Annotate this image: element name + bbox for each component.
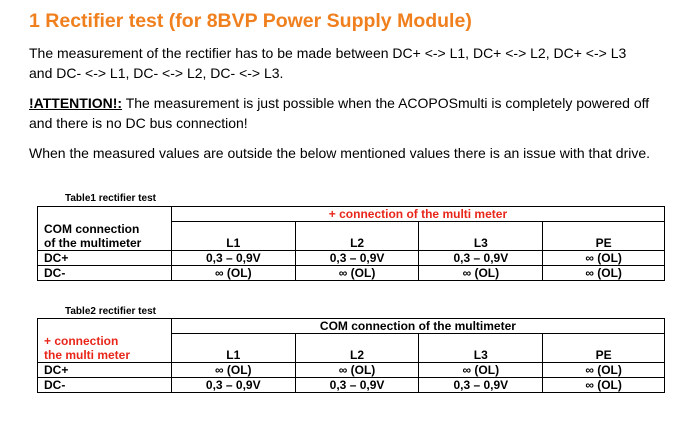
table2-corner-line-1: + connection [38, 334, 172, 349]
table1-row-dcplus-label: DC+ [38, 251, 172, 266]
table2-col-l1: L1 [171, 348, 295, 363]
table1-row-dcminus-label: DC- [38, 266, 172, 281]
table2-header-row-a [38, 334, 665, 349]
attention-paragraph [29, 93, 649, 133]
table1-cell: ∞ (OL) [171, 266, 295, 281]
rectifier-table-2 [37, 318, 665, 393]
table1-corner-line-1: COM connection [38, 222, 172, 237]
table1-col-l1: L1 [171, 236, 295, 251]
table1-cell: ∞ (OL) [295, 266, 419, 281]
table1-group-row [38, 207, 665, 222]
table2-corner-blank [38, 319, 172, 334]
table1-cell: 0,3 – 0,9V [171, 251, 295, 266]
measurement-paragraph [29, 43, 626, 83]
table2-corner-line-2: the multi meter [38, 348, 172, 363]
page-title: 1 Rectifier test (for 8BVP Power Supply Module) [29, 10, 472, 32]
table2-cell: ∞ (OL) [419, 363, 543, 378]
attention-text: The measurement is just possible when the ACOPOSmulti is completely powered off [122, 95, 650, 111]
table2-cell: ∞ (OL) [543, 378, 665, 393]
table1-cell: ∞ (OL) [419, 266, 543, 281]
attention-line-2: and there is no DC bus connection! [29, 115, 248, 131]
table1-header-row-b [38, 236, 665, 251]
table2-group-header: COM connection of the multimeter [171, 319, 664, 334]
table1-col-l2: L2 [295, 236, 419, 251]
table2-cell: ∞ (OL) [543, 363, 665, 378]
table-row [38, 378, 665, 393]
table2-group-row [38, 319, 665, 334]
table-row [38, 251, 665, 266]
table-row [38, 266, 665, 281]
rectifier-table-1 [37, 206, 665, 281]
table1-corner-line-2: of the multimeter [38, 236, 172, 251]
table1-col-l3: L3 [419, 236, 543, 251]
table2-cell: 0,3 – 0,9V [419, 378, 543, 393]
table2-col-l2: L2 [295, 348, 419, 363]
attention-label: !ATTENTION!: [29, 95, 123, 111]
table1-col-pe: PE [543, 236, 665, 251]
table1-header-row-a [38, 222, 665, 237]
table1-cell: 0,3 – 0,9V [419, 251, 543, 266]
table2-col-l3: L3 [419, 348, 543, 363]
attention-line-1 [29, 93, 649, 113]
table1-cell: ∞ (OL) [543, 251, 665, 266]
table2-caption: Table2 rectifier test [65, 306, 156, 317]
table2-row-dcminus-label: DC- [38, 378, 172, 393]
table2-header-row-b [38, 348, 665, 363]
issue-paragraph: When the measured values are outside the below mentioned values there is an issue with that drive. [29, 145, 651, 161]
table1-group-header: + connection of the multi meter [171, 207, 664, 222]
table1-corner-blank [38, 207, 172, 222]
table2-cell: ∞ (OL) [171, 363, 295, 378]
table2-row-dcplus-label: DC+ [38, 363, 172, 378]
table-row [38, 363, 665, 378]
measurement-line-1: The measurement of the rectifier has to be made between DC+ <-> L1, DC+ <-> L2, DC+ <-> L3 [29, 45, 627, 61]
table2-col-pe: PE [543, 348, 665, 363]
table1-caption: Table1 rectifier test [65, 193, 156, 204]
table2-cell: 0,3 – 0,9V [171, 378, 295, 393]
table2-cell: ∞ (OL) [295, 363, 419, 378]
measurement-line-2: and DC- <-> L1, DC- <-> L2, DC- <-> L3. [29, 65, 284, 81]
table1-cell: 0,3 – 0,9V [295, 251, 419, 266]
table2-cell: 0,3 – 0,9V [295, 378, 419, 393]
table1-cell: ∞ (OL) [543, 266, 665, 281]
